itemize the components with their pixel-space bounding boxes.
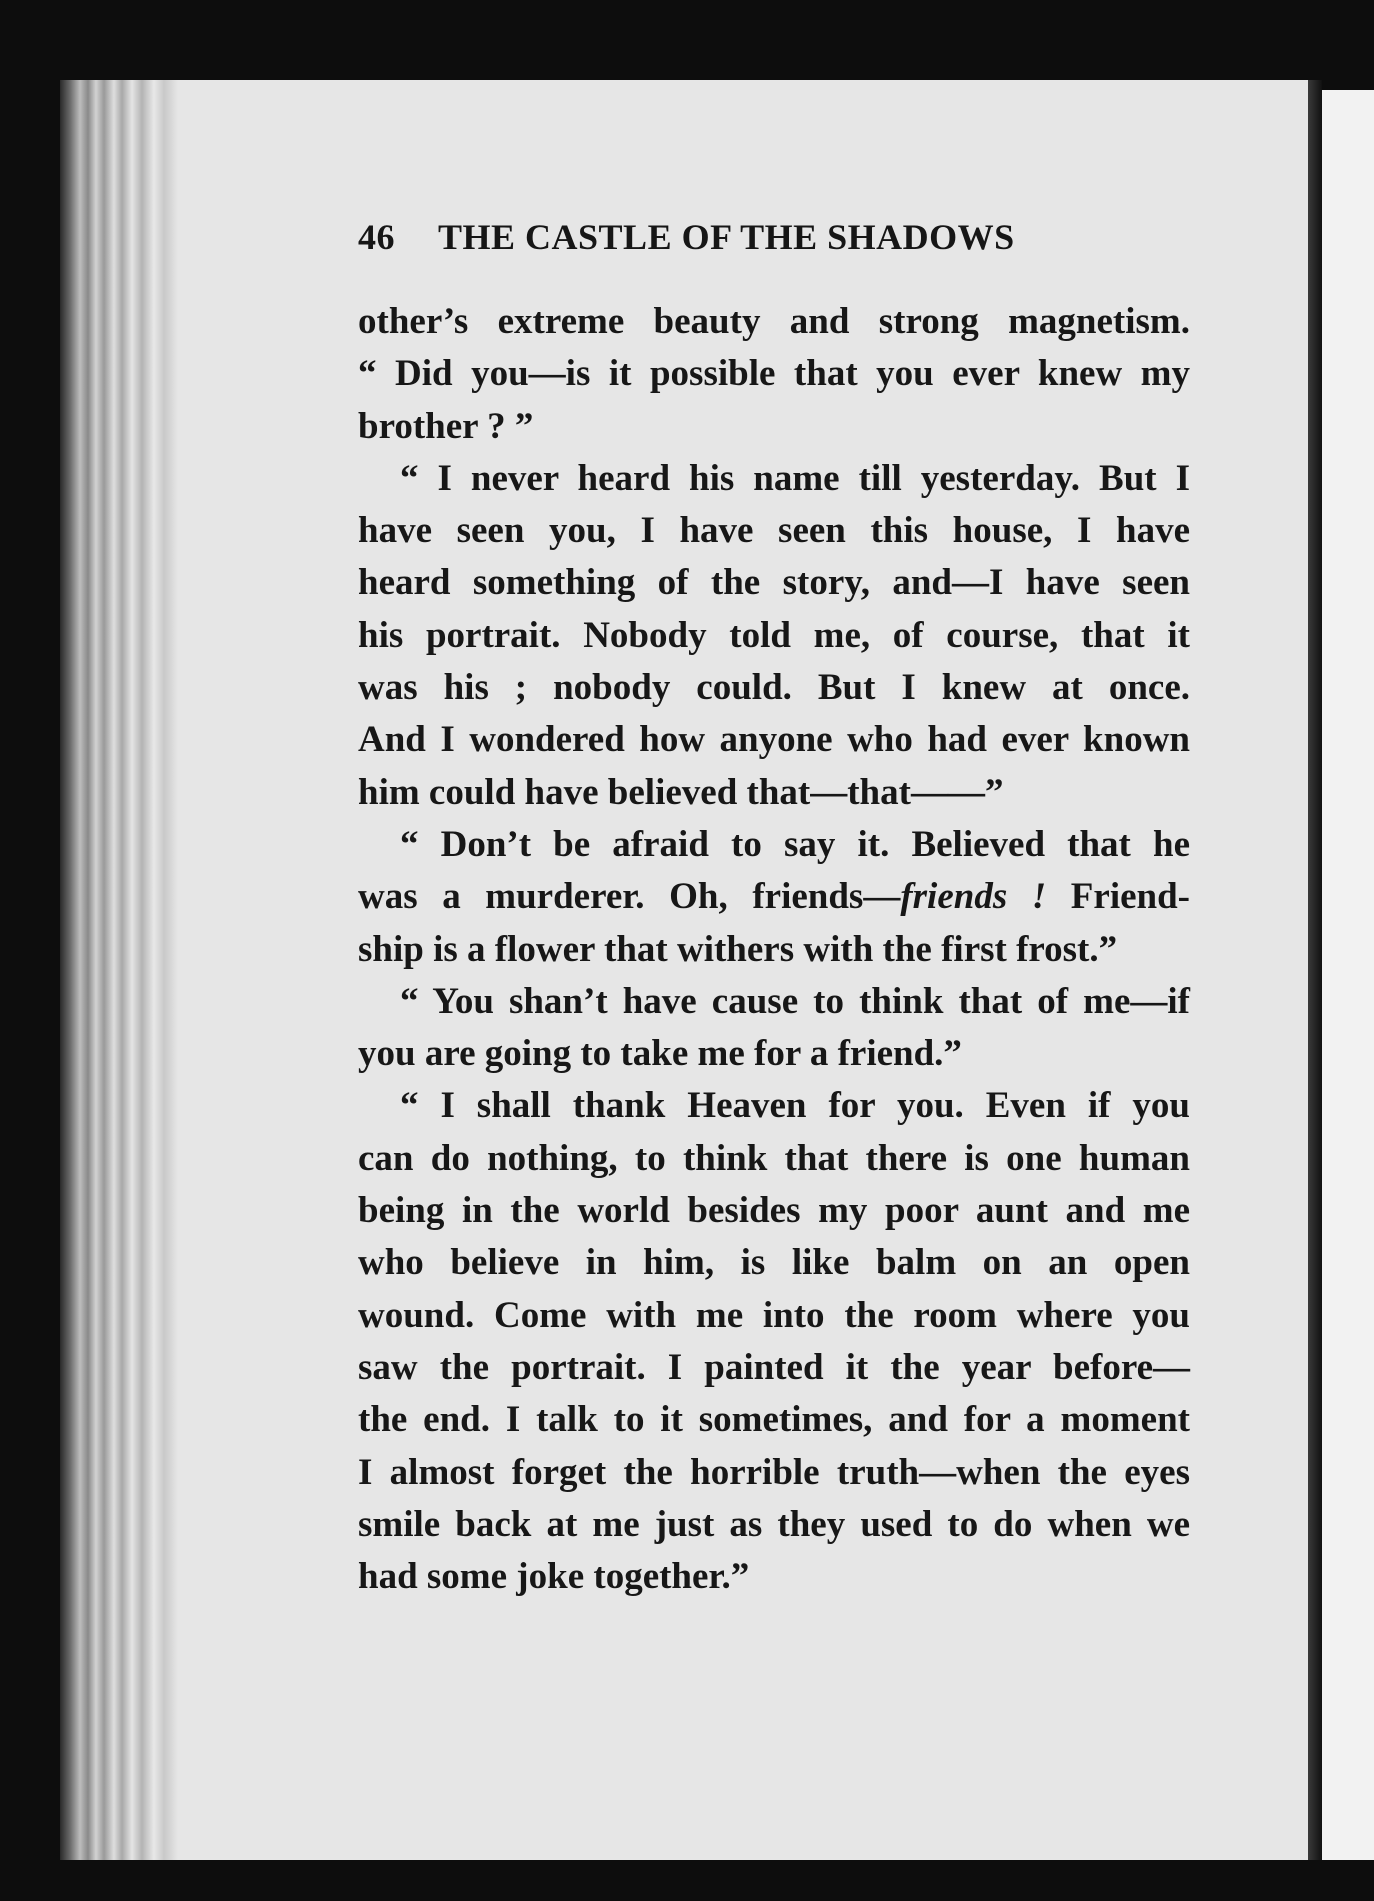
text-line: ship is a flower that withers with the first frost.”: [358, 928, 1118, 970]
text-line: “ You shan’t have cause to think that of me—if: [400, 980, 1190, 1022]
page-number: 46: [358, 217, 395, 257]
emphasis: friends !: [900, 876, 1047, 918]
text-line: “ I shall thank Heaven for you. Even if you: [400, 1085, 1190, 1127]
text-line: “ Did you—is it possible that you ever knew my: [358, 353, 1190, 395]
text-line: wound. Come with me into the room where you: [358, 1294, 1190, 1336]
running-header: [358, 216, 1118, 258]
text-line: saw the portrait. I painted it the year before—: [358, 1346, 1190, 1388]
text-line: brother ? ”: [358, 405, 534, 447]
text-line: smile back at me just as they used to do when we: [358, 1503, 1190, 1545]
scan-bottom-border: [60, 1860, 1374, 1901]
text-line: his portrait. Nobody told me, of course, that it: [358, 614, 1190, 656]
body-text: [358, 296, 1190, 1603]
text-line: can do nothing, to think that there is one human: [358, 1137, 1190, 1179]
text-line: who believe in him, is like balm on an open: [358, 1242, 1190, 1284]
text-line: “ Don’t be afraid to say it. Believed that he: [400, 823, 1190, 865]
text-line: have seen you, I have seen this house, I have: [358, 510, 1190, 552]
text-line: And I wondered how anyone who had ever known: [358, 719, 1190, 761]
text-line: you are going to take me for a friend.”: [358, 1033, 962, 1075]
text-line: other’s extreme beauty and strong magnetism.: [358, 301, 1190, 342]
text-line: was his ; nobody could. But I knew at once.: [358, 667, 1190, 709]
text-line: heard something of the story, and—I have seen: [358, 562, 1190, 604]
text-line: had some joke together.”: [358, 1556, 750, 1598]
book-spine-page-stack: [60, 80, 178, 1860]
text-line: the end. I talk to it sometimes, and for a moment: [358, 1399, 1190, 1441]
text-line: “ I never heard his name till yesterday. But I: [400, 457, 1190, 499]
text-line: was a murderer. Oh, friends—friends ! Friend-: [358, 876, 1191, 918]
running-title: THE CASTLE OF THE SHADOWS: [438, 217, 1015, 257]
facing-page-edge: [1322, 90, 1374, 1860]
page-gutter-shadow: [1308, 80, 1322, 1860]
text-line: being in the world besides my poor aunt and me: [358, 1190, 1190, 1232]
text-line: I almost forget the horrible truth—when the eyes: [358, 1451, 1190, 1493]
text-line: him could have believed that—that——”: [358, 771, 1004, 813]
